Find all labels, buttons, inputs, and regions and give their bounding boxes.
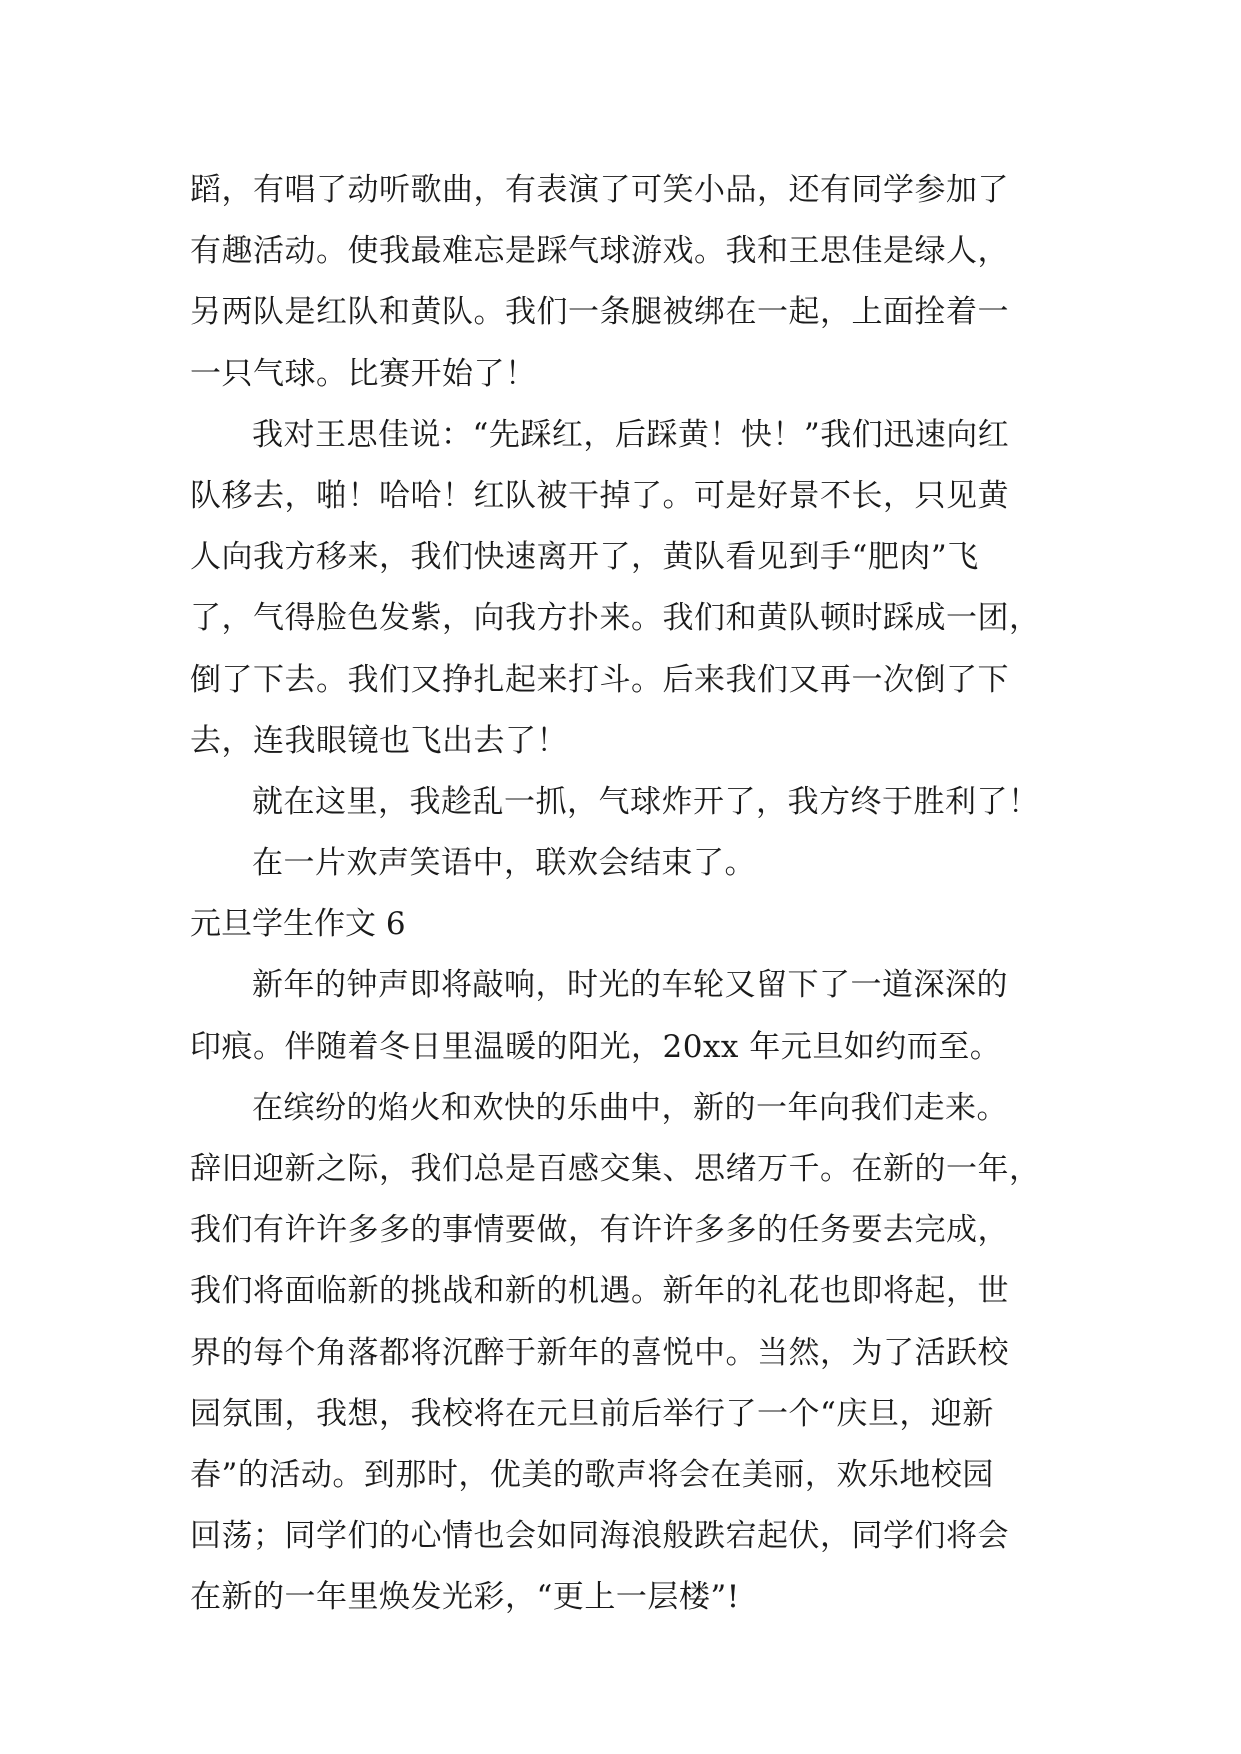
text-line: 队移去，啪！哈哈！红队被干掉了。可是好景不长，只见黄 bbox=[190, 477, 1009, 514]
text-line: 辞旧迎新之际，我们总是百感交集、思绪万千。在新的一年， bbox=[190, 1151, 1041, 1187]
paragraph-start-line: 在一片欢声笑语中，联欢会结束了。 bbox=[252, 845, 756, 882]
text-line: 回荡；同学们的心情也会如同海浪般跌宕起伏，同学们将会 bbox=[190, 1518, 1009, 1555]
text-line: 我们将面临新的挑战和新的机遇。新年的礼花也即将起，世 bbox=[190, 1273, 1009, 1310]
text-line: 园氛围，我想，我校将在元旦前后举行了一个“庆旦，迎新 bbox=[190, 1395, 994, 1432]
text-line: 我们有许许多多的事情要做，有许许多多的任务要去完成， bbox=[190, 1212, 1009, 1249]
paragraph-start-line: 我对王思佳说：“先踩红，后踩黄！快！”我们迅速向红 bbox=[252, 416, 1010, 453]
text-line: 印痕。伴随着冬日里温暖的阳光，20xx 年元旦如约而至。 bbox=[190, 1028, 1002, 1065]
text-line: 春”的活动。到那时，优美的歌声将会在美丽，欢乐地校园 bbox=[190, 1456, 994, 1493]
article-body bbox=[190, 160, 1070, 1629]
text-line: 了，气得脸色发紫，向我方扑来。我们和黄队顿时踩成一团， bbox=[190, 600, 1041, 637]
text-line: 另两队是红队和黄队。我们一条腿被绑在一起，上面拴着一 bbox=[190, 294, 1009, 331]
text-line: 倒了下去。我们又挣扎起来打斗。后来我们又再一次倒了下 bbox=[190, 661, 1009, 698]
text-line: 去，连我眼镜也飞出去了！ bbox=[190, 722, 568, 759]
text-line: 界的每个角落都将沉醉于新年的喜悦中。当然，为了活跃校 bbox=[190, 1334, 1009, 1371]
text-line: 在新的一年里焕发光彩，“更上一层楼”! bbox=[190, 1579, 740, 1616]
text-line: 有趣活动。使我最难忘是踩气球游戏。我和王思佳是绿人， bbox=[190, 233, 1009, 270]
paragraph-start-line: 在缤纷的焰火和欢快的乐曲中，新的一年向我们走来。 bbox=[252, 1089, 1008, 1126]
text-line: 蹈，有唱了动听歌曲，有表演了可笑小品，还有同学参加了 bbox=[190, 172, 1009, 208]
paragraph-start-line: 就在这里，我趁乱一抓，气球炸开了，我方终于胜利了！ bbox=[252, 783, 1040, 820]
paragraph-start-line: 新年的钟声即将敲响，时光的车轮又留下了一道深深的 bbox=[252, 967, 1008, 1004]
text-line: 一只气球。比赛开始了！ bbox=[190, 355, 537, 392]
section-heading: 元旦学生作文 6 bbox=[190, 906, 406, 943]
text-line: 人向我方移来，我们快速离开了，黄队看见到手“肥肉”飞 bbox=[190, 539, 979, 576]
